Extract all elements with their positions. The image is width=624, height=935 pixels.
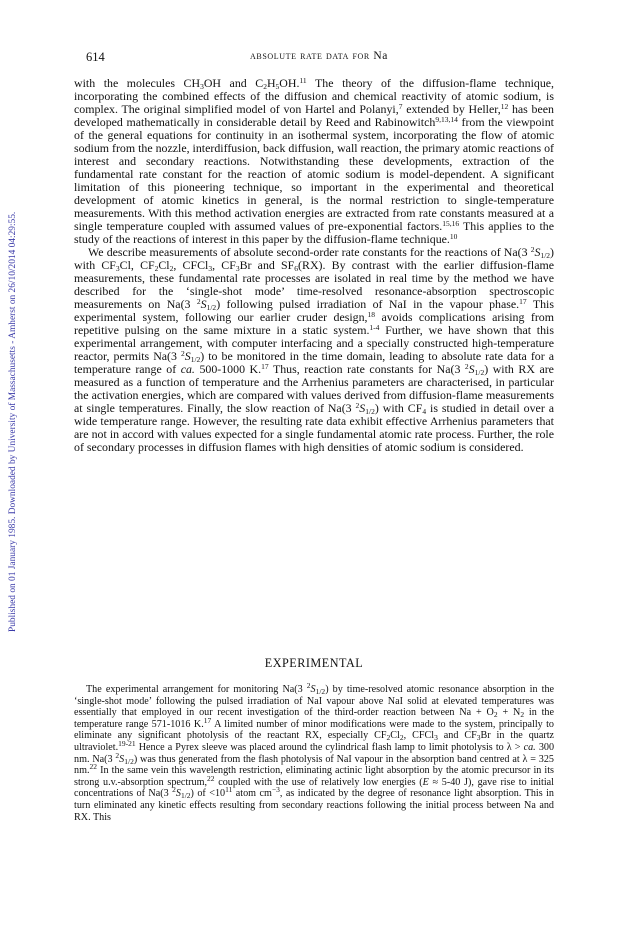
page-header xyxy=(86,50,552,66)
running-title-text: absolute rate data for xyxy=(250,50,374,62)
download-watermark: Published on 01 January 1985. Downloaded by University of Massachusetts - Amherst on 26/10/2014 04:29:55. xyxy=(8,211,18,632)
page-number: 614 xyxy=(86,50,105,64)
running-title xyxy=(86,50,552,62)
experimental-body xyxy=(74,681,555,823)
intro-paragraph-1: with the molecules $CH_3OH$ and $C_2H_5OH.^{11}$ The theory of the diffusion-flame technique, incorporating the combined effects of the diffusion and chemical reactivity of atomic sodium, is complex. The original simplified model of von Hartel and Polanyi,$^7$ extended by Heller,$^{12}$ has been developed mathematically in considerable detail by Reed and Rabinowitch$^{9,13,14}$ from the viewpoint of the general equations for continuity in an isothermal system, incorporating the flow of atomic sodium from the nozzle, interdiffusion, back diffusion, wall reaction, the primary atomic reactions of interest and secondary reactions. Notwithstanding these developments, extraction of the fundamental rate constant for the reaction of atomic sodium is model-dependent. A significant limitation of this pioneering technique, so important in the experimental and theoretical development of atomic kinetics in general, is the normal restriction to single-temperature measurements. With this method activation energies are extracted from rate constants measured at a single temperature coupled with assumed values of pre-exponential factors.$^{15,16}$ This applies to the study of the reactions of interest in this paper by the diffusion-flame technique.$^{10}$ xyxy=(74,76,555,246)
section-heading-experimental: EXPERIMENTAL xyxy=(264,656,364,670)
introduction-body xyxy=(74,77,554,454)
experimental-paragraph: The experimental arrangement for monitoring Na(3 $^2S_{1/2}$) by time-resolved atomic resonance absorption in the ‘single-shot mode’ following the pulsed irradiation of NaI vapour above NaI solid at elevated temperatures was essentially that employed in our recent investigation of the third-order reaction between $Na + O_2 + N_2$ in the temperature range 571-1016 K.$^{17}$ A limited number of minor modifications were made to the system, principally to eliminate any significant photolysis of the reactant RX, especially $CF_2Cl_2$, CFCl$_3$ and $CF_3Br$ in the quartz ultraviolet.$^{19-21}$ Hence a Pyrex sleeve was placed around the cylindrical flash lamp to limit photolysis to λ > ca. 300 nm. Na(3 $^2S_{1/2}$) was thus generated from the flash photolysis of NaI vapour in the absorption band centred at λ = 325 nm.$^{22}$ In the same vein this wavelength restriction, eliminating actinic light absorption by the atomic precursor in its strong u.v.-absorption spectrum,$^{22}$ coupled with the use of relatively low energies (E ≈ 5-40 J), gave rise to initial concentrations of Na(3 $^2S_{1/2}$) of $<10^{11}$ atom $cm^{-3}$, as indicated by the degree of resonance light absorption. This in turn eliminated any kinetic effects resulting from secondary reactions following the initial process between Na and RX. This xyxy=(74,681,555,823)
intro-paragraph-2: We describe measurements of absolute second-order rate constants for the reactions of Na(3 $^2S_{1/2}$) with $CF_3Cl$, $CF_2Cl_2$, CFCl$_3$, $CF_3Br$ and $SF_6(RX)$. By contrast with the earlier diffusion-flame measurements, these fundamental rate processes are isolated in real time by the method we have described for the ‘single-shot mode’ time-resolved resonance-absorption spectroscopic measurements on Na(3 $^2S_{1/2}$) following pulsed irradiation of NaI in the vapour phase.$^{17}$ This experimental system, following our earlier cruder design,$^{18}$ avoids complications arising from repetitive pulsing on the same mixture in a static system.$^{1-4}$ Further, we have shown that this experimental arrangement, with computer interfacing and a specially constructed high-temperature reactor, permits Na(3 $^2S_{1/2}$) to be monitored in the time domain, leading to absolute rate data for a temperature range of ca. 500-1000 K.$^{17}$ Thus, reaction rate constants for Na(3 $^2S_{1/2}$) with RX are measured as a function of temperature and the Arrhenius parameters are characterised, in particular the activation energies, which are compared with values derived from diffusion-flame measurements at single temperatures. Finally, the slow reaction of Na(3 $^2S_{1/2}$) with $CF_4$ is studied in detail over a wide temperature range. However, the resulting rate data exhibit effective Arrhenius parameters that are not in accord with values expected for a single fundamental atomic rate process. Further, the role of secondary processes in diffusion flames with high densities of atomic sodium is considered. xyxy=(74,245,555,454)
running-title-element: Na xyxy=(373,50,388,62)
